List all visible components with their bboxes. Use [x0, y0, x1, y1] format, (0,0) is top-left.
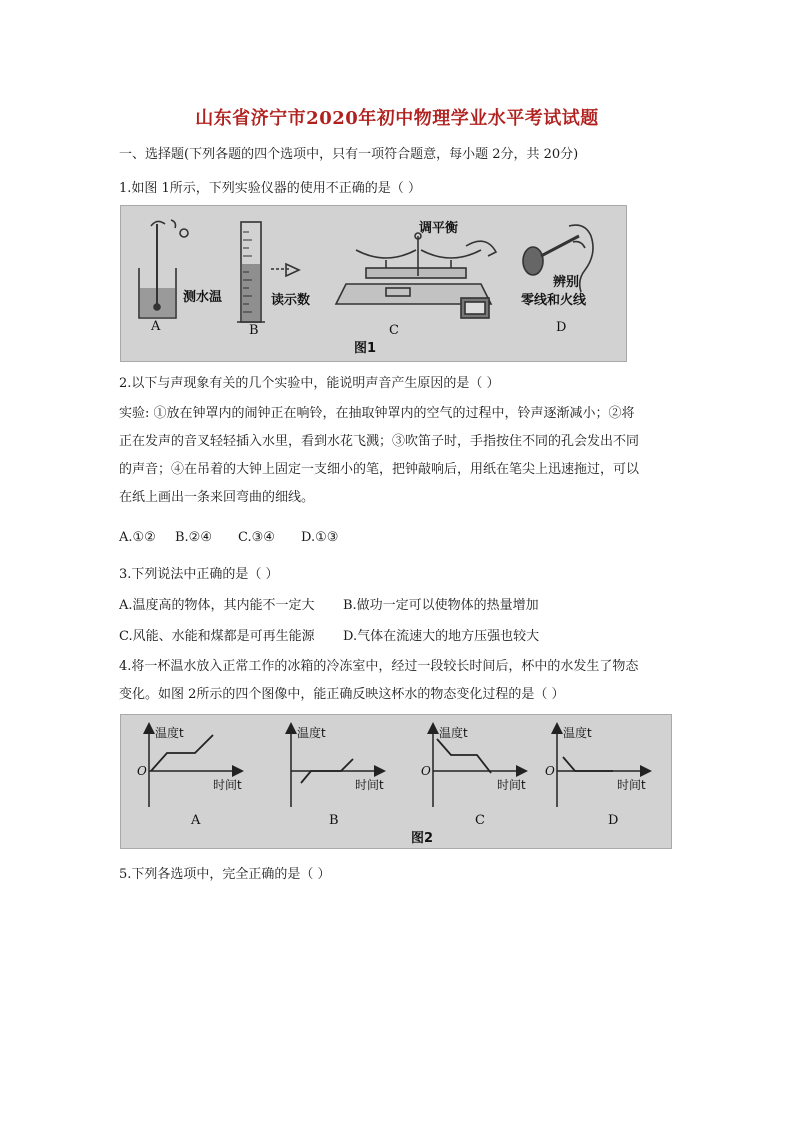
question-3-option-b: B.做功一定可以使物体的热量增加	[343, 598, 539, 613]
graph-b	[291, 725, 384, 828]
page-title: 山东省济宁市2020年初中物理学业水平考试试题	[195, 108, 599, 129]
question-3-stem: 3.下列说法中正确的是（ ）	[119, 567, 279, 582]
question-2-line-3: 的声音；④在吊着的大钟上固定一支细小的笔，把钟敲响后，用纸在笔尖上迅速拖过，可以	[119, 462, 640, 477]
figure-2-caption: 图2	[411, 831, 434, 846]
label-measure-water-temp: 测水温	[183, 290, 223, 305]
label-adjust-balance: 调平衡	[419, 221, 459, 236]
balance-scale-illustration	[336, 233, 496, 318]
beaker-thermometer-illustration	[139, 220, 188, 318]
graph-a-y-label: 温度t	[155, 726, 184, 740]
graph-b-y-label: 温度t	[297, 726, 326, 740]
option-letter-a: A	[151, 319, 161, 334]
graph-a-curve	[151, 735, 213, 771]
option-letter-c: C	[389, 323, 399, 338]
question-3-option-c: C.风能、水能和煤都是可再生能源	[119, 629, 315, 644]
question-3-option-d: D.气体在流速大的地方压强也较大	[343, 629, 540, 644]
graph-d-curve	[563, 757, 613, 771]
graph-c-curve	[437, 739, 491, 773]
graph-a	[137, 725, 242, 828]
question-3-option-a: A.温度高的物体，其内能不一定大	[119, 598, 315, 613]
question-2-option-c: C.③④	[238, 530, 275, 545]
graph-b-x-label: 时间t	[355, 778, 384, 792]
question-4-stem-line-1: 4.将一杯温水放入正常工作的冰箱的冷冻室中，经过一段较长时间后，杯中的水发生了物态	[119, 659, 639, 674]
graph-a-origin: O	[137, 764, 147, 778]
question-2-option-b: B.②④	[175, 530, 212, 545]
label-identify: 辨别	[553, 275, 580, 290]
label-read-value: 读示数	[271, 293, 311, 308]
graph-d-x-label: 时间t	[617, 778, 646, 792]
figure-1-caption: 图1	[354, 341, 377, 356]
graph-c-letter: C	[475, 813, 485, 828]
graph-b-letter: B	[329, 813, 339, 828]
question-5-stem: 5.下列各选项中，完全正确的是（ ）	[119, 867, 331, 882]
graph-a-x-label: 时间t	[213, 778, 242, 792]
question-2-stem: 2.以下与声现象有关的几个实验中，能说明声音产生原因的是（ ）	[119, 376, 500, 391]
question-2-option-d: D.①③	[301, 530, 339, 545]
question-1-stem: 1.如图 1所示，下列实验仪器的使用不正确的是（ ）	[119, 181, 421, 196]
option-letter-d: D	[556, 320, 567, 335]
label-neutral-live-wire: 零线和火线	[521, 293, 587, 308]
question-4-stem-line-2: 变化。如图 2所示的四个图像中，能正确反映这杯水的物态变化过程的是（ ）	[119, 687, 565, 702]
graph-d-y-label: 温度t	[563, 726, 592, 740]
figure-2	[120, 714, 672, 849]
section-heading: 一、选择题(下列各题的四个选项中，只有一项符合题意，每小题 2分，共 20分)	[119, 147, 579, 162]
question-2-option-a: A.①②	[119, 530, 156, 545]
figure-1	[120, 205, 627, 362]
graph-c-x-label: 时间t	[497, 778, 526, 792]
graph-d	[545, 725, 649, 828]
graph-d-letter: D	[608, 813, 619, 828]
question-2-line-2: 正在发声的音叉轻轻插入水里，看到水花飞溅；③吹笛子时，手指按住不同的孔会发出不同	[119, 434, 640, 449]
graph-c	[421, 725, 526, 828]
graph-d-origin: O	[545, 764, 555, 778]
question-2-line-4: 在纸上画出一条来回弯曲的细线。	[119, 490, 315, 505]
graph-c-y-label: 温度t	[439, 726, 468, 740]
graph-c-origin: O	[421, 764, 431, 778]
question-2-line-1: 实验: ①放在钟罩内的闹钟正在响铃，在抽取钟罩内的空气的过程中，铃声逐渐减小；②将	[119, 406, 635, 421]
option-letter-b: B	[249, 323, 259, 338]
graph-a-letter: A	[191, 813, 201, 828]
